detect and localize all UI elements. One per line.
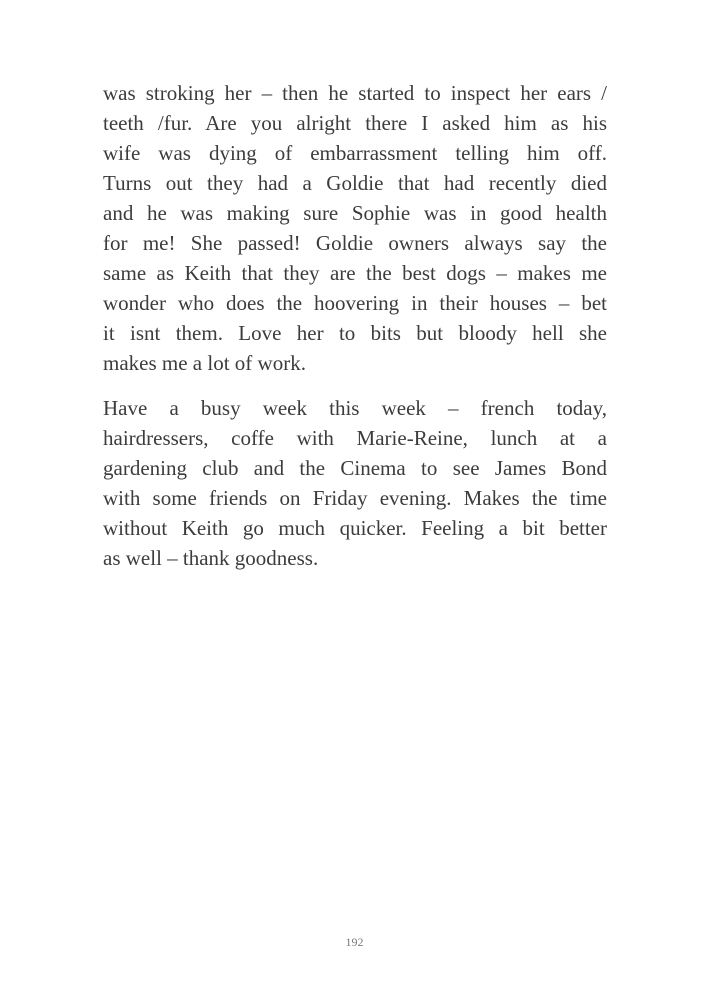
page-number: 192	[345, 935, 364, 949]
text-line: it isnt them. Love her to bits but bloody hell she	[103, 321, 607, 345]
text-line: with some friends on Friday evening. Makes the time	[103, 486, 607, 510]
text-line: for me! She passed! Goldie owners always say the	[103, 231, 607, 255]
text-line: without Keith go much quicker. Feeling a bit better	[103, 516, 607, 540]
text-line: gardening club and the Cinema to see James Bond	[103, 456, 607, 480]
text-line: wife was dying of embarrassment telling him off.	[103, 141, 607, 165]
text-line: wonder who does the hoovering in their houses – bet	[103, 291, 607, 315]
text-line: teeth /fur. Are you alright there I asked him as his	[103, 111, 607, 135]
text-block	[103, 78, 607, 588]
text-line: hairdressers, coffe with Marie-Reine, lunch at a	[103, 426, 607, 450]
text-line: and he was making sure Sophie was in good health	[103, 201, 607, 225]
text-line: same as Keith that they are the best dogs – makes me	[103, 261, 607, 285]
text-line: Turns out they had a Goldie that had recently died	[103, 171, 607, 195]
text-line: was stroking her – then he started to inspect her ears /	[103, 81, 607, 105]
text-line: as well – thank goodness.	[103, 546, 319, 570]
text-line: makes me a lot of work.	[103, 351, 306, 375]
paragraph	[103, 393, 607, 573]
text-line: Have a busy week this week – french today,	[103, 396, 607, 420]
paragraph	[103, 78, 607, 378]
